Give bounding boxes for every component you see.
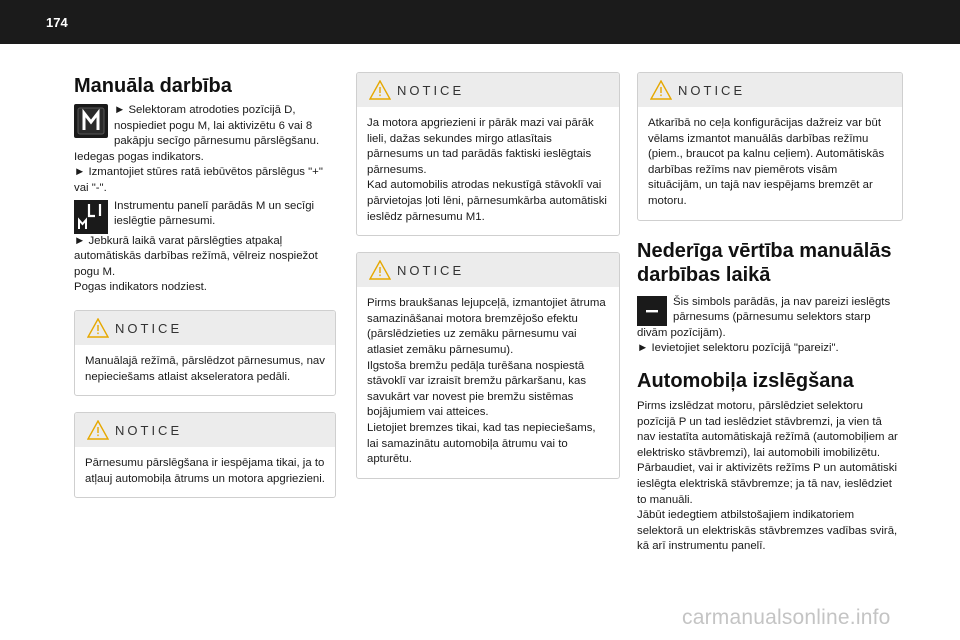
invalid-gear-step: ► Ievietojiet selektoru pozīcijā "pareizi". bbox=[637, 342, 839, 355]
manual-intro bbox=[74, 103, 336, 150]
manual-display bbox=[74, 199, 336, 234]
notice-header bbox=[357, 73, 619, 107]
warning-triangle-icon bbox=[369, 80, 391, 105]
notice-title: NOTICE bbox=[115, 320, 183, 336]
column-left bbox=[74, 74, 336, 498]
notice-text: Ja motora apgriezieni ir pārāk mazi vai pārāk lieli, dažas sekundes mirgo atlasītais pārnesums un tad parādās faktiski ieslēgtais pārnesums. Kad automobilis atrodas nekustīgā stāvoklī vai pārvietojas ļoti lēni, pārnesumkārba automātiski ieslēdz pārnesumu M1. bbox=[367, 117, 607, 223]
column-middle bbox=[356, 72, 620, 479]
notice-box-2 bbox=[74, 412, 336, 498]
column-right bbox=[637, 72, 903, 555]
warning-triangle-icon bbox=[87, 420, 109, 445]
notice-box-5 bbox=[637, 72, 903, 221]
notice-box-1 bbox=[74, 310, 336, 396]
warning-triangle-icon bbox=[650, 80, 672, 105]
shutdown-text-3: Jābūt iedegtiem atbilstošajiem indikatoriem selektorā un elektriskās stāvbremzes vadības svirā, kā arī instrumentu panelī. bbox=[637, 509, 898, 553]
shutdown-text-1: Pirms izslēdzat motoru, pārslēdziet selektoru pozīcijā P un tad ieslēdziet stāvbremzi, ja vien tā nav iestatīta automātiskajā režīmā (automobiļiem ar elektrisko stāvbremzi), lai automobili imobilizētu. bbox=[637, 399, 898, 459]
warning-triangle-icon bbox=[369, 260, 391, 285]
manual-indicator-on: Iedegas pogas indikators. bbox=[74, 150, 204, 163]
shutdown-text-2: Pārbaudiet, vai ir aktivizēts režīms P un automātiski ieslēgta elektriskā stāvbremze; ja tā nav, ieslēdziet to manuāli. bbox=[637, 462, 897, 506]
notice-header bbox=[75, 413, 335, 447]
section-title-shutdown: Automobiļa izslēgšana bbox=[637, 369, 854, 392]
invalid-gear-text: Šis simbols parādās, ja nav pareizi ieslēgts pārnesums (pārnesumu selektors starp divām pozīcijām). bbox=[637, 295, 891, 339]
notice-text: Manuālajā režīmā, pārslēdzot pārnesumus, nav nepieciešams atlaist akseleratora pedāli. bbox=[85, 354, 325, 383]
manual-display-text: Instrumentu panelī parādās M un secīgi ieslēgtie pārnesumi. bbox=[114, 199, 315, 228]
notice-title: NOTICE bbox=[115, 423, 183, 439]
section-title-manual: Manuāla darbība bbox=[74, 75, 232, 97]
m-button-icon bbox=[74, 104, 108, 138]
manual-step-3: ► Jebkurā laikā varat pārslēgties atpakaļ automātiskās darbības režīmā, vēlreiz nospiežot pogu M. bbox=[74, 234, 318, 278]
notice-box-3 bbox=[356, 72, 620, 236]
invalid-gear-icon bbox=[637, 296, 667, 326]
notice-text: Atkarībā no ceļa konfigurācijas dažreiz var būt vēlams izmantot manuālās darbības režīmu (piem., braucot pa kalnu ceļiem). Automātiskās darbības režīms nav piemērots visām situācijām, un tajā nav iespējams bremzēt ar motoru. bbox=[648, 117, 885, 207]
notice-title: NOTICE bbox=[397, 263, 465, 279]
section-title-invalid: Nederīga vērtība manuālās darbības laikā bbox=[637, 239, 892, 286]
manual-step-2: ► Izmantojiet stūres ratā iebūvētos pārslēgus "+" vai "-". bbox=[74, 166, 323, 194]
notice-box-4 bbox=[356, 252, 620, 479]
notice-title: NOTICE bbox=[678, 83, 746, 98]
manual-indicator-off: Pogas indikators nodziest. bbox=[74, 281, 207, 294]
notice-header bbox=[75, 311, 335, 345]
notice-title: NOTICE bbox=[397, 83, 465, 98]
watermark: carmanualsonline.info bbox=[682, 606, 891, 629]
page-header-bar bbox=[0, 0, 960, 44]
gear-display-icon bbox=[74, 200, 108, 234]
notice-header bbox=[357, 253, 619, 287]
notice-text: Pirms braukšanas lejupceļā, izmantojiet ātruma samazināšanai motora bremzējošo efektu (pārslēdzieties uz zemāku pārnesumu vai atlasiet zemāku pārnesumu). Ilgstoša bremžu pedāļa turēšana nospiestā stāvoklī var izraisīt bremžu pārkaršanu, kas savukārt var novest pie bremžu sistēmas bojājumiem vai atteices. Lietojiet bremzes tikai, kad tas nepieciešams, lai samazinātu automobiļa ātrumu vai to apturētu. bbox=[367, 297, 606, 466]
notice-header bbox=[638, 73, 902, 107]
manual-step-1: ► Selektoram atrodoties pozīcijā D, nospiediet pogu M, lai aktivizētu 6 vai 8 pakāpju secīgo pārnesumu pārslēgšanu. bbox=[114, 104, 320, 148]
warning-triangle-icon bbox=[87, 318, 109, 343]
invalid-gear-block bbox=[637, 295, 903, 342]
page-number: 174 bbox=[46, 15, 68, 30]
notice-text: Pārnesumu pārslēgšana ir iespējama tikai, ja to atļauj automobiļa ātrums un motora apgriezieni. bbox=[85, 457, 325, 485]
